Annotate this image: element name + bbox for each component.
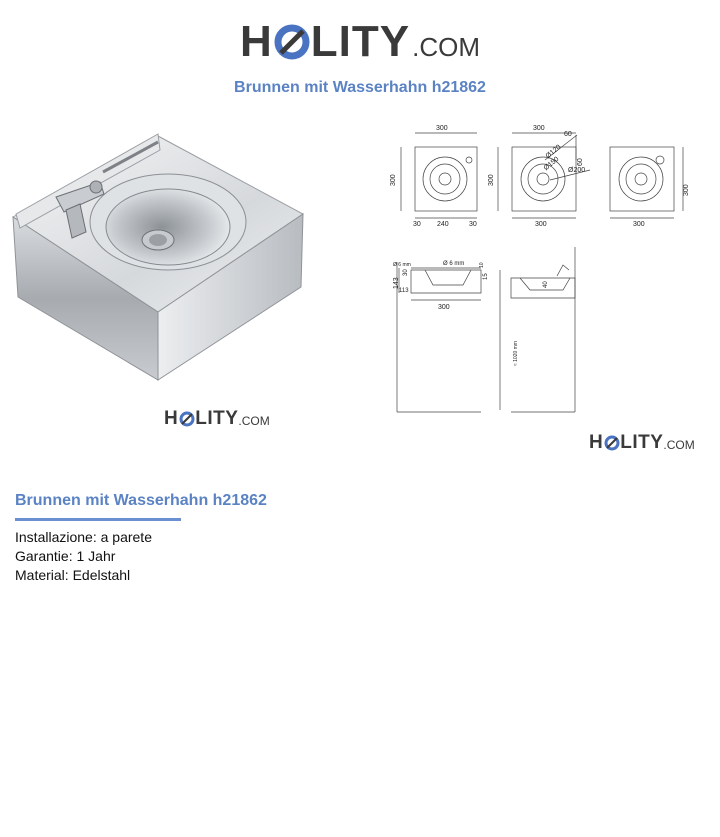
technical-drawing	[385, 120, 705, 420]
logo-ring-icon	[274, 24, 310, 60]
dim-label: 60	[577, 158, 584, 166]
logo-ring-icon	[179, 411, 195, 427]
dim-label: 10	[479, 262, 485, 268]
logo-letter-h: H	[589, 432, 604, 453]
logo-text: LITY	[310, 17, 411, 66]
dim-label: 240	[437, 221, 449, 228]
dim-label: 15	[483, 273, 489, 280]
dim-label: 60	[564, 131, 572, 138]
spec-warranty: Garantie: 1 Jahr	[15, 548, 116, 564]
logo-letter-h: H	[164, 408, 179, 429]
logo-text: LITY	[195, 408, 239, 429]
dim-label: 30	[403, 269, 409, 276]
dim-label: 300	[488, 174, 495, 186]
dim-label: 300	[390, 174, 397, 186]
dim-label: 300	[438, 304, 450, 311]
product-photo	[8, 122, 308, 382]
dim-label: 113	[399, 288, 409, 294]
dim-label: Ø150	[542, 155, 561, 173]
dim-label: 30	[469, 221, 477, 228]
dim-label: Ø 6 mm	[393, 262, 411, 268]
spec-installation: Installazione: a parete	[15, 529, 152, 545]
logo-ring-icon	[604, 435, 620, 451]
brand-logo-small	[589, 431, 695, 455]
dim-label: Ø200	[568, 167, 586, 174]
logo-domain: .COM	[663, 438, 695, 452]
dim-label: 300	[633, 221, 645, 228]
logo-letter-h: H	[240, 17, 273, 66]
brand-logo[interactable]	[240, 18, 480, 66]
dim-label: 300	[683, 184, 690, 196]
product-specs	[15, 528, 152, 585]
logo-domain: .COM	[238, 414, 270, 428]
title-underline	[15, 518, 181, 521]
dim-label: 30	[413, 221, 421, 228]
logo-domain: .COM	[412, 31, 480, 62]
dim-label: Ø 6 mm	[443, 261, 465, 267]
dim-label: Ø120	[544, 143, 563, 161]
spec-material: Material: Edelstahl	[15, 567, 131, 583]
page-title: Brunnen mit Wasserhahn h21862	[234, 79, 486, 96]
brand-logo-small	[164, 407, 270, 431]
dim-label: 40	[543, 281, 549, 288]
dim-label: 300	[533, 125, 545, 132]
dim-label: 300	[535, 221, 547, 228]
product-title: Brunnen mit Wasserhahn h21862	[15, 492, 267, 509]
logo-text: LITY	[620, 432, 664, 453]
dim-label: 300	[436, 125, 448, 132]
dim-label: ≈ 1020 mm	[513, 341, 519, 366]
dim-label: 143	[393, 277, 400, 289]
